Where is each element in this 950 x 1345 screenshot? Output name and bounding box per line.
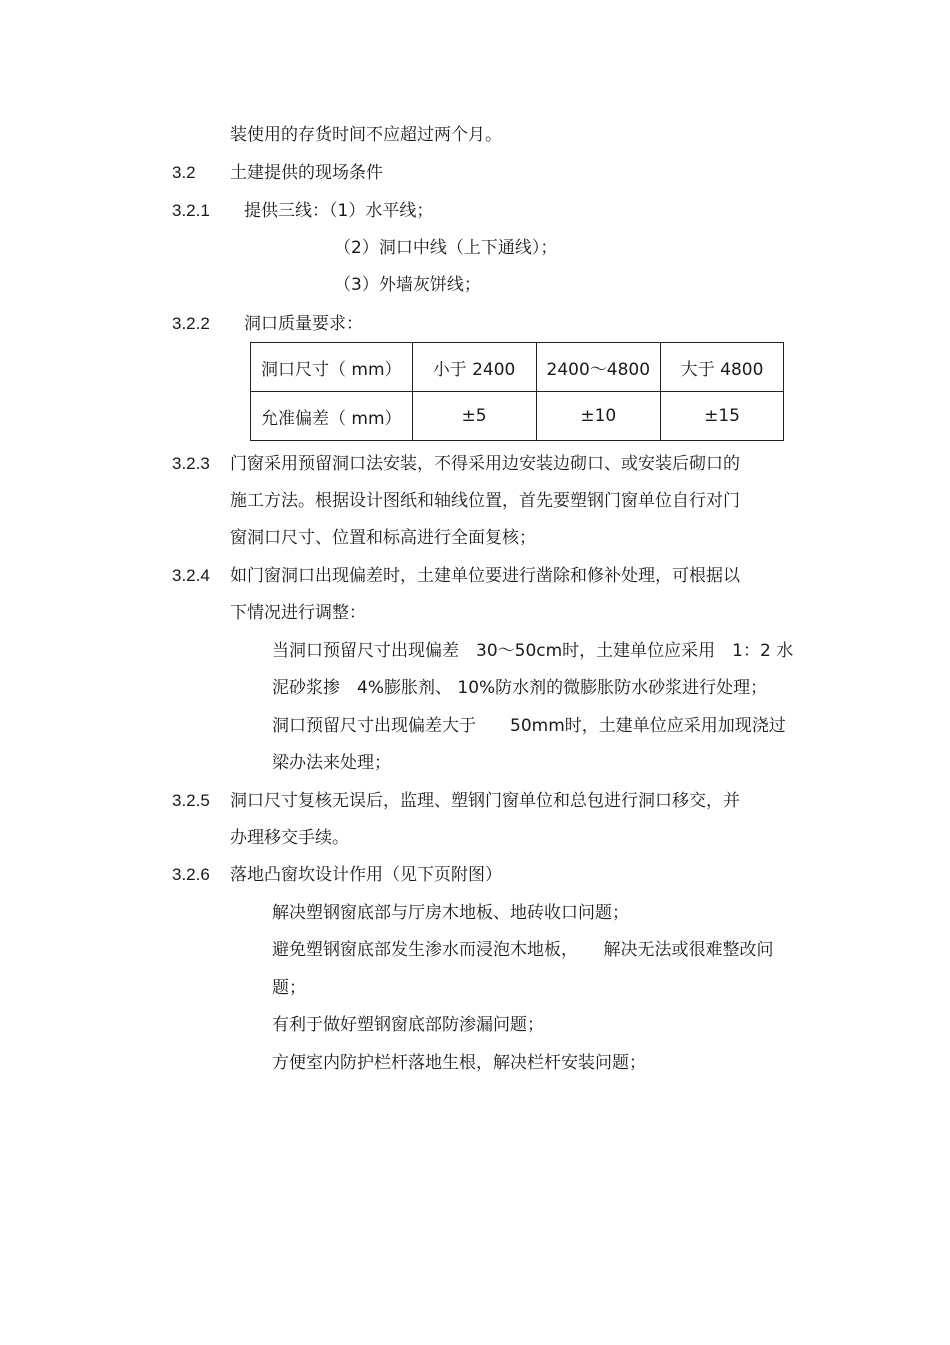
paragraph-line: 办理移交手续。	[230, 828, 349, 848]
paragraph-line: 题；	[272, 978, 306, 998]
paragraph-line: 如门窗洞口出现偏差时，土建单位要进行凿除和修补处理，可根据以	[230, 566, 740, 586]
table-cell: 大于 4800	[661, 343, 784, 392]
table-cell: ±5	[412, 392, 536, 441]
paragraph-line: 洞口尺寸复核无误后，监理、塑钢门窗单位和总包进行洞口移交，并	[230, 791, 740, 811]
paragraph-line: 洞口预留尺寸出现偏差大于 50mm时，土建单位应采用加现浇过	[272, 716, 786, 736]
section-title: 土建提供的现场条件	[230, 163, 383, 183]
section-number: 3.2.6	[172, 865, 210, 884]
section-number: 3.2	[172, 163, 196, 182]
paragraph-line: 洞口质量要求：	[244, 314, 363, 334]
paragraph-line: 落地凸窗坎设计作用（见下页附图）	[230, 865, 502, 885]
paragraph-line: 解决塑钢窗底部与厅房木地板、地砖收口问题；	[272, 903, 629, 923]
paragraph-line: 装使用的存货时间不应超过两个月。	[230, 125, 502, 145]
table-cell: ±10	[536, 392, 661, 441]
section-number: 3.2.5	[172, 791, 210, 810]
paragraph-line: 梁办法来处理；	[272, 753, 391, 773]
table-row	[251, 343, 784, 392]
paragraph-line: 门窗采用预留洞口法安装，不得采用边安装边砌口、或安装后砌口的	[230, 454, 740, 474]
paragraph-line: 方便室内防护栏杆落地生根，解决栏杆安装问题；	[272, 1053, 646, 1073]
table-cell: 洞口尺寸（ mm）	[251, 343, 413, 392]
tolerance-table	[250, 342, 784, 441]
paragraph-line: 避免塑钢窗底部发生渗水而浸泡木地板， 解决无法或很难整改问	[272, 940, 774, 960]
paragraph-line: （3）外墙灰饼线；	[334, 275, 481, 295]
paragraph-line: 当洞口预留尺寸出现偏差 30～50cm时，土建单位应采用 1：2 水	[272, 641, 794, 661]
table-cell: 2400～4800	[536, 343, 661, 392]
paragraph-line: 有利于做好塑钢窗底部防渗漏问题；	[272, 1015, 544, 1035]
paragraph-line: 泥砂浆掺 4%膨胀剂、 10%防水剂的微膨胀防水砂浆进行处理；	[272, 678, 768, 698]
table-cell: ±15	[661, 392, 784, 441]
section-number: 3.2.4	[172, 566, 210, 585]
table-cell: 小于 2400	[412, 343, 536, 392]
paragraph-line: 施工方法。根据设计图纸和轴线位置，首先要塑钢门窗单位自行对门	[230, 491, 740, 511]
table-cell: 允准偏差（ mm）	[251, 392, 413, 441]
paragraph-line: 提供三线：（1）水平线；	[244, 201, 434, 221]
section-number: 3.2.2	[172, 314, 210, 333]
paragraph-line: 窗洞口尺寸、位置和标高进行全面复核；	[230, 528, 536, 548]
section-number: 3.2.3	[172, 454, 210, 473]
paragraph-line: （2）洞口中线（上下通线）；	[334, 238, 558, 258]
paragraph-line: 下情况进行调整：	[230, 603, 366, 623]
section-number: 3.2.1	[172, 201, 210, 220]
table-row	[251, 392, 784, 441]
